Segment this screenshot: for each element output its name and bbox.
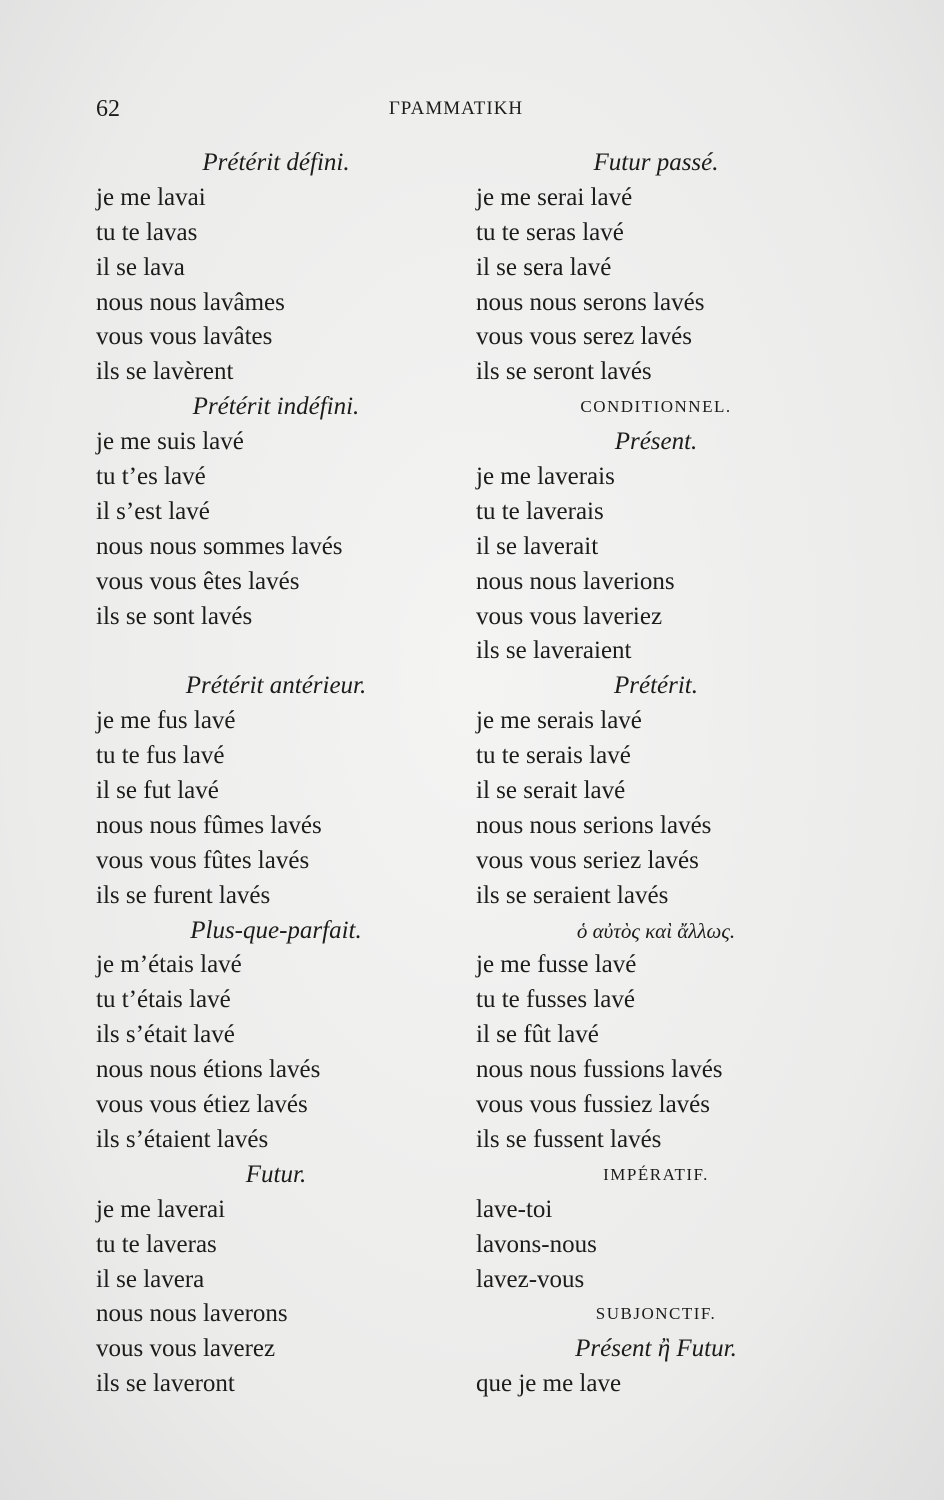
conjugation-line: vous vous lavâtes bbox=[96, 323, 273, 351]
conjugation-line: je me fusse lavé bbox=[476, 951, 637, 979]
conjugation-line: je me suis lavé bbox=[96, 428, 244, 456]
conjugation-line: nous nous fussions lavés bbox=[476, 1056, 723, 1084]
conjugation-line: vous vous laverez bbox=[96, 1335, 276, 1363]
left-column bbox=[96, 146, 456, 1402]
section-heading: Prétérit indéfini. bbox=[192, 393, 360, 421]
conjugation-line: ils se seraient lavés bbox=[476, 881, 669, 909]
conjugation-line: tu t’es lavé bbox=[96, 463, 206, 491]
blank-line bbox=[96, 634, 456, 669]
conjugation-line: ils se sont lavés bbox=[96, 602, 253, 630]
conjugation-line: lavons-nous bbox=[476, 1230, 597, 1258]
conjugation-line: il s’est lavé bbox=[96, 497, 210, 525]
conjugation-line: tu te laverais bbox=[476, 497, 604, 525]
conjugation-line: nous nous laverions bbox=[476, 567, 675, 595]
conjugation-line: nous nous fûmes lavés bbox=[96, 811, 322, 839]
conjugation-line: vous vous serez lavés bbox=[476, 323, 692, 351]
conjugation-line: tu te fusses lavé bbox=[476, 986, 635, 1014]
section-heading: Présent. bbox=[614, 428, 698, 456]
conjugation-line: ils se laveront bbox=[96, 1370, 235, 1398]
page-number: 62 bbox=[96, 96, 120, 122]
conjugation-line: tu t’étais lavé bbox=[96, 986, 231, 1014]
mood-heading: CONDITIONNEL. bbox=[580, 397, 732, 417]
conjugation-line: ils se lavèrent bbox=[96, 358, 234, 386]
conjugation-line: nous nous serions lavés bbox=[476, 811, 712, 839]
conjugation-line: je m’étais lavé bbox=[96, 951, 242, 979]
conjugation-line: ils se fussent lavés bbox=[476, 1125, 662, 1153]
conjugation-line: je me serais lavé bbox=[476, 707, 642, 735]
conjugation-line: je me laverai bbox=[96, 1195, 226, 1223]
conjugation-line: nous nous sommes lavés bbox=[96, 532, 343, 560]
conjugation-line: tu te laveras bbox=[96, 1230, 217, 1258]
conjugation-line: nous nous serons lavés bbox=[476, 288, 705, 316]
conjugation-line: il se lavera bbox=[96, 1265, 205, 1293]
conjugation-line: ils s’étaient lavés bbox=[96, 1125, 269, 1153]
right-column bbox=[476, 146, 836, 1402]
conjugation-line: vous vous êtes lavés bbox=[96, 567, 300, 595]
conjugation-line: il se sera lavé bbox=[476, 253, 612, 281]
section-heading: Prétérit défini. bbox=[202, 149, 350, 176]
section-heading: Futur. bbox=[245, 1160, 307, 1188]
conjugation-line: ils se furent lavés bbox=[96, 881, 271, 909]
conjugation-line: vous vous étiez lavés bbox=[96, 1091, 308, 1119]
page-header bbox=[96, 96, 816, 126]
conjugation-line: tu te fus lavé bbox=[96, 742, 225, 770]
section-heading: Présent ἢ Futur. bbox=[575, 1335, 737, 1363]
conjugation-line: il se lava bbox=[96, 253, 185, 281]
conjugation-line: je me serai lavé bbox=[476, 183, 633, 211]
conjugation-line: il se serait lavé bbox=[476, 777, 626, 805]
running-title: ΓΡΑΜΜΑΤΙΚΗ bbox=[388, 98, 524, 119]
greek-note: ὁ αὐτὸς καὶ ἄλλως. bbox=[576, 918, 736, 943]
conjugation-line: je me lavai bbox=[96, 183, 206, 211]
conjugation-line: nous nous étions lavés bbox=[96, 1056, 321, 1084]
conjugation-line: que je me lave bbox=[476, 1370, 622, 1398]
conjugation-line: il se laverait bbox=[476, 532, 599, 560]
conjugation-line: ils se laveraient bbox=[476, 637, 632, 665]
section-heading: Futur passé. bbox=[593, 149, 719, 176]
conjugation-line: il se fût lavé bbox=[476, 1021, 599, 1049]
conjugation-line: je me fus lavé bbox=[96, 707, 236, 735]
conjugation-line: tu te lavas bbox=[96, 218, 198, 246]
conjugation-line: vous vous fûtes lavés bbox=[96, 846, 310, 874]
conjugation-line: nous nous laverons bbox=[96, 1300, 288, 1328]
conjugation-line: tu te seras lavé bbox=[476, 218, 624, 246]
section-heading: Prétérit. bbox=[613, 672, 698, 700]
conjugation-line: ils s’était lavé bbox=[96, 1021, 235, 1049]
mood-heading: IMPÉRATIF. bbox=[603, 1164, 709, 1184]
conjugation-line: ils se seront lavés bbox=[476, 358, 652, 386]
conjugation-line: vous vous fussiez lavés bbox=[476, 1091, 710, 1119]
mood-heading: SUBJONCTIF. bbox=[595, 1304, 717, 1324]
conjugation-line: il se fut lavé bbox=[96, 777, 219, 805]
section-heading: Prétérit antérieur. bbox=[185, 672, 367, 700]
section-heading: Plus-que-parfait. bbox=[190, 916, 362, 944]
conjugation-line: nous nous lavâmes bbox=[96, 288, 285, 316]
conjugation-line: je me laverais bbox=[476, 463, 615, 491]
conjugation-line: lavez-vous bbox=[476, 1265, 585, 1293]
conjugation-line: vous vous seriez lavés bbox=[476, 846, 699, 874]
conjugation-line: lave-toi bbox=[476, 1195, 553, 1223]
conjugation-line: vous vous laveriez bbox=[476, 602, 663, 630]
conjugation-line: tu te serais lavé bbox=[476, 742, 631, 770]
